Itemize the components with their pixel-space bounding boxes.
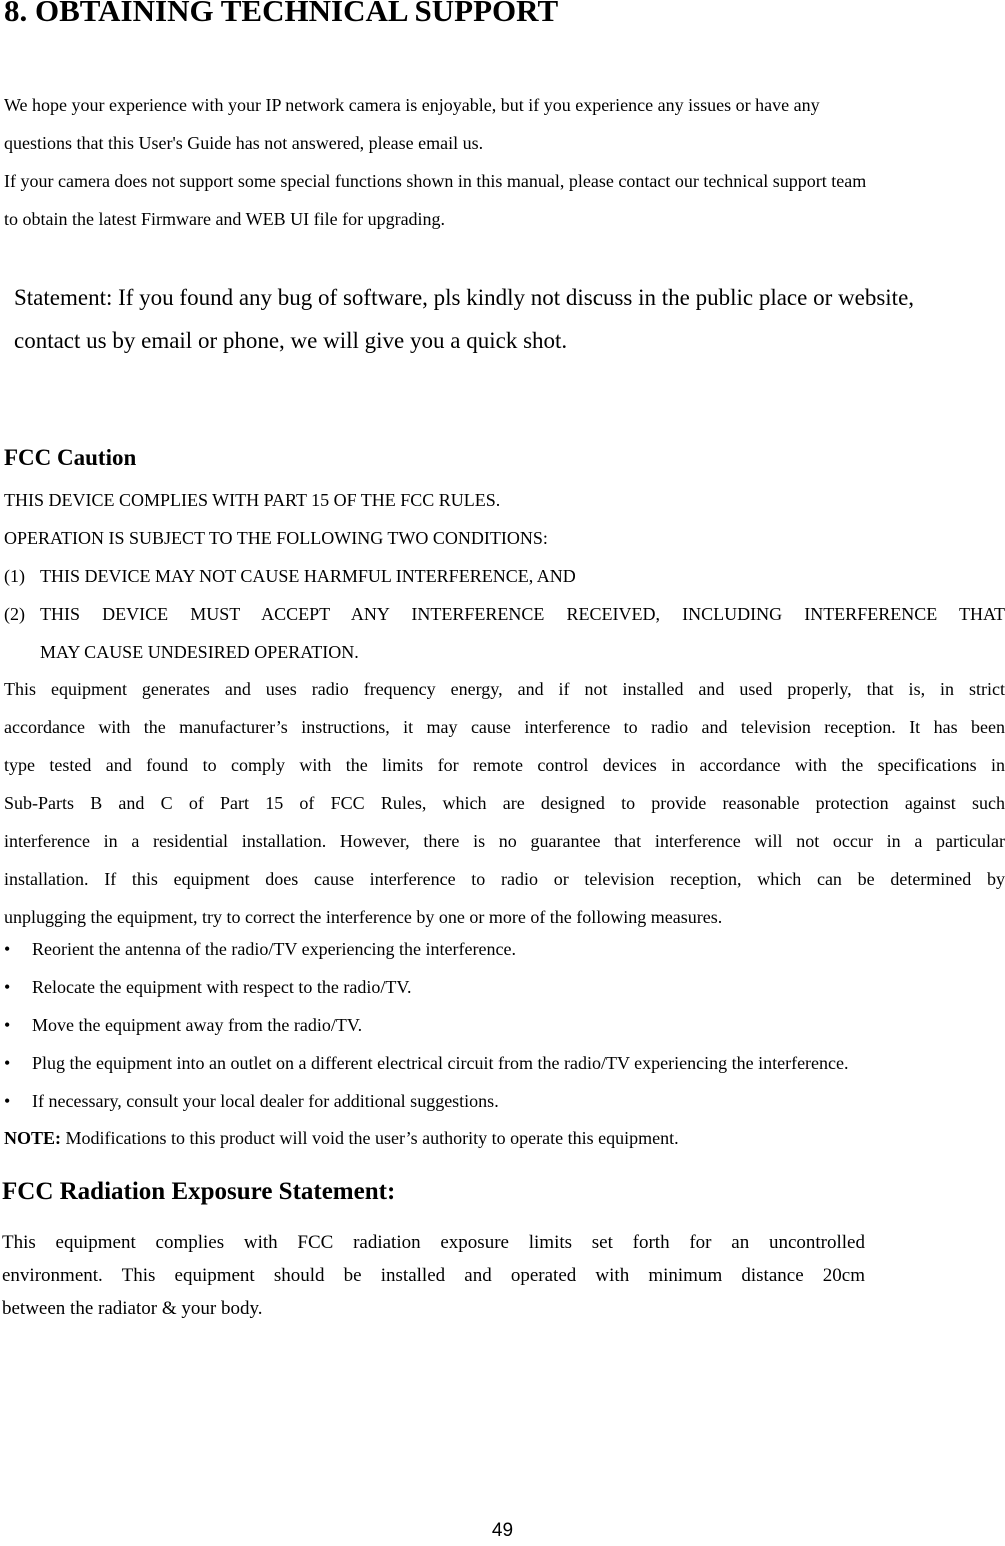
list-item (4, 1006, 1004, 1044)
condition-number: (2) (4, 604, 25, 624)
body-line: Sub-Parts B and C of Part 15 of FCC Rules, which are designed to provide reasonable protection against such (4, 793, 1005, 813)
bullet-icon: • (4, 1053, 11, 1073)
body-line: This equipment generates and uses radio frequency energy, and if not installed and used properly, that is, in strict (4, 679, 1005, 699)
note-line (4, 1119, 679, 1157)
bullet-icon: • (4, 1015, 11, 1035)
note-text: Modifications to this product will void the user’s authority to operate this equipment. (61, 1128, 679, 1148)
list-item (4, 968, 1004, 1006)
page-number: 49 (491, 1520, 514, 1541)
condition-item (4, 595, 1005, 671)
compliance-line: THIS DEVICE COMPLIES WITH PART 15 OF THE FCC RULES. (4, 490, 501, 510)
intro-line: questions that this User's Guide has not answered, please email us. (4, 133, 484, 153)
fcc-compliance-lines (4, 481, 1004, 557)
radiation-heading: FCC Radiation Exposure Statement: (2, 1178, 396, 1205)
condition-item (4, 557, 1005, 595)
fcc-body-paragraph (4, 670, 1005, 936)
list-item-text: If necessary, consult your local dealer for additional suggestions. (32, 1091, 499, 1111)
body-line: unplugging the equipment, try to correct the interference by one or more of the following measures. (4, 907, 723, 927)
list-item-text: Move the equipment away from the radio/TV. (32, 1015, 363, 1035)
fcc-caution-heading: FCC Caution (4, 445, 137, 470)
bullet-icon: • (4, 977, 11, 997)
intro-line: If your camera does not support some special functions shown in this manual, please contact our technical support team (4, 171, 867, 191)
condition-text: THIS DEVICE MAY NOT CAUSE HARMFUL INTERFERENCE, AND (40, 566, 576, 586)
list-item (4, 1082, 1004, 1120)
radiation-line: between the radiator & your body. (2, 1298, 263, 1319)
list-item (4, 1044, 1004, 1082)
radiation-paragraph (2, 1226, 865, 1325)
radiation-line: environment. This equipment should be installed and operated with minimum distance 20cm (2, 1265, 865, 1286)
list-item (4, 930, 1004, 968)
intro-line: to obtain the latest Firmware and WEB UI file for upgrading. (4, 209, 446, 229)
body-line: interference in a residential installation. However, there is no guarantee that interference will not occur in a particular (4, 831, 1005, 851)
section-title: 8. OBTAINING TECHNICAL SUPPORT (4, 0, 559, 28)
statement-line: Statement: If you found any bug of software, pls kindly not discuss in the public place or website, (14, 285, 915, 310)
note-label: NOTE: (4, 1128, 62, 1148)
intro-paragraph (4, 86, 1004, 238)
body-line: type tested and found to comply with the limits for remote control devices in accordance with the specifications in (4, 755, 1005, 775)
condition-text-continued: MAY CAUSE UNDESIRED OPERATION. (40, 642, 359, 662)
list-item-text: Reorient the antenna of the radio/TV experiencing the interference. (32, 939, 516, 959)
condition-text: THIS DEVICE MUST ACCEPT ANY INTERFERENCE RECEIVED, INCLUDING INTERFERENCE THAT (40, 604, 1005, 624)
bullet-icon: • (4, 939, 11, 959)
statement-line: contact us by email or phone, we will give you a quick shot. (14, 328, 568, 353)
compliance-line: OPERATION IS SUBJECT TO THE FOLLOWING TWO CONDITIONS: (4, 528, 548, 548)
body-line: accordance with the manufacturer’s instructions, it may cause interference to radio and television reception. It has been (4, 717, 1005, 737)
radiation-line: This equipment complies with FCC radiation exposure limits set forth for an uncontrolled (2, 1232, 865, 1253)
intro-line: We hope your experience with your IP network camera is enjoyable, but if you experience any issues or have any (4, 95, 820, 115)
measures-list (4, 930, 1004, 1120)
condition-number: (1) (4, 566, 25, 586)
statement-paragraph (14, 276, 999, 362)
list-item-text: Plug the equipment into an outlet on a different electrical circuit from the radio/TV experiencing the interference. (32, 1053, 849, 1073)
bullet-icon: • (4, 1091, 11, 1111)
body-line: installation. If this equipment does cause interference to radio or television reception, which can be determined by (4, 869, 1005, 889)
list-item-text: Relocate the equipment with respect to the radio/TV. (32, 977, 412, 997)
